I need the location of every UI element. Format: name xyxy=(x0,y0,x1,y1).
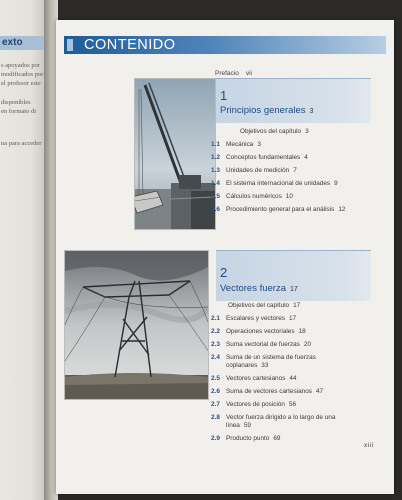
previous-page-line: modificados por xyxy=(1,71,44,78)
page-title: CONTENIDO xyxy=(84,37,176,53)
chapter-1-header[interactable] xyxy=(216,78,371,123)
chapter-page: 3 xyxy=(309,108,314,115)
preface-entry[interactable] xyxy=(215,70,252,77)
chapter-title: Vectores fuerza 17 xyxy=(220,283,298,294)
preface-page: vii xyxy=(245,70,252,77)
previous-page-line: s apoyados por xyxy=(1,62,40,69)
previous-page-line: disponibles xyxy=(1,99,31,106)
chapter-2-header[interactable] xyxy=(216,250,371,301)
chapter-title: Principios generales 3 xyxy=(220,105,314,116)
previous-page-line: el profesor este xyxy=(1,80,41,87)
transmission-tower-photo xyxy=(64,250,209,400)
contents-header xyxy=(64,36,386,54)
preface-label: Prefacio xyxy=(215,70,239,77)
crane-photo xyxy=(134,78,216,230)
chapter-number: 1 xyxy=(220,88,228,103)
previous-page-line: en formato di xyxy=(1,108,37,115)
previous-page-title: exto xyxy=(0,36,46,50)
previous-page-line: na para acceder xyxy=(1,140,42,147)
previous-page-edge xyxy=(0,0,46,500)
header-accent-tick xyxy=(67,39,73,51)
chapter-page: 17 xyxy=(290,286,298,293)
chapter-number: 2 xyxy=(220,265,228,280)
page-number: xiii xyxy=(364,442,374,449)
contents-page: CONTENIDO Prefacio vii 1 Principios generales 3 Objetivos del capítulo 3 1.1 Mecánica 3 1.2 Conceptos fundamentales 4 1.3 Unidades de medición 7 1.4 El sistema internacional de unidades 9 1.5 Cálculos numéricos 10 1.6 Procedimiento general para el análisis 12 2 Vectores fuerza 17 Objetivos del capítulo 17 2.1 Escalares y vectores 17 2.2 Operaciones vectoriales 18 2.3 Suma vectorial de fuerzas 20 2.4 Suma de un sistema de fuerzas coplanares 33 2.5 Vectores cartesianos 44 2.6 Suma de vectores cartesianos 47 2.7 Vectores de posición 56 2.8 Vector fuerza dirigido a lo largo de una línea 59 2.9 Producto punto 69 xiii xyxy=(56,20,394,494)
